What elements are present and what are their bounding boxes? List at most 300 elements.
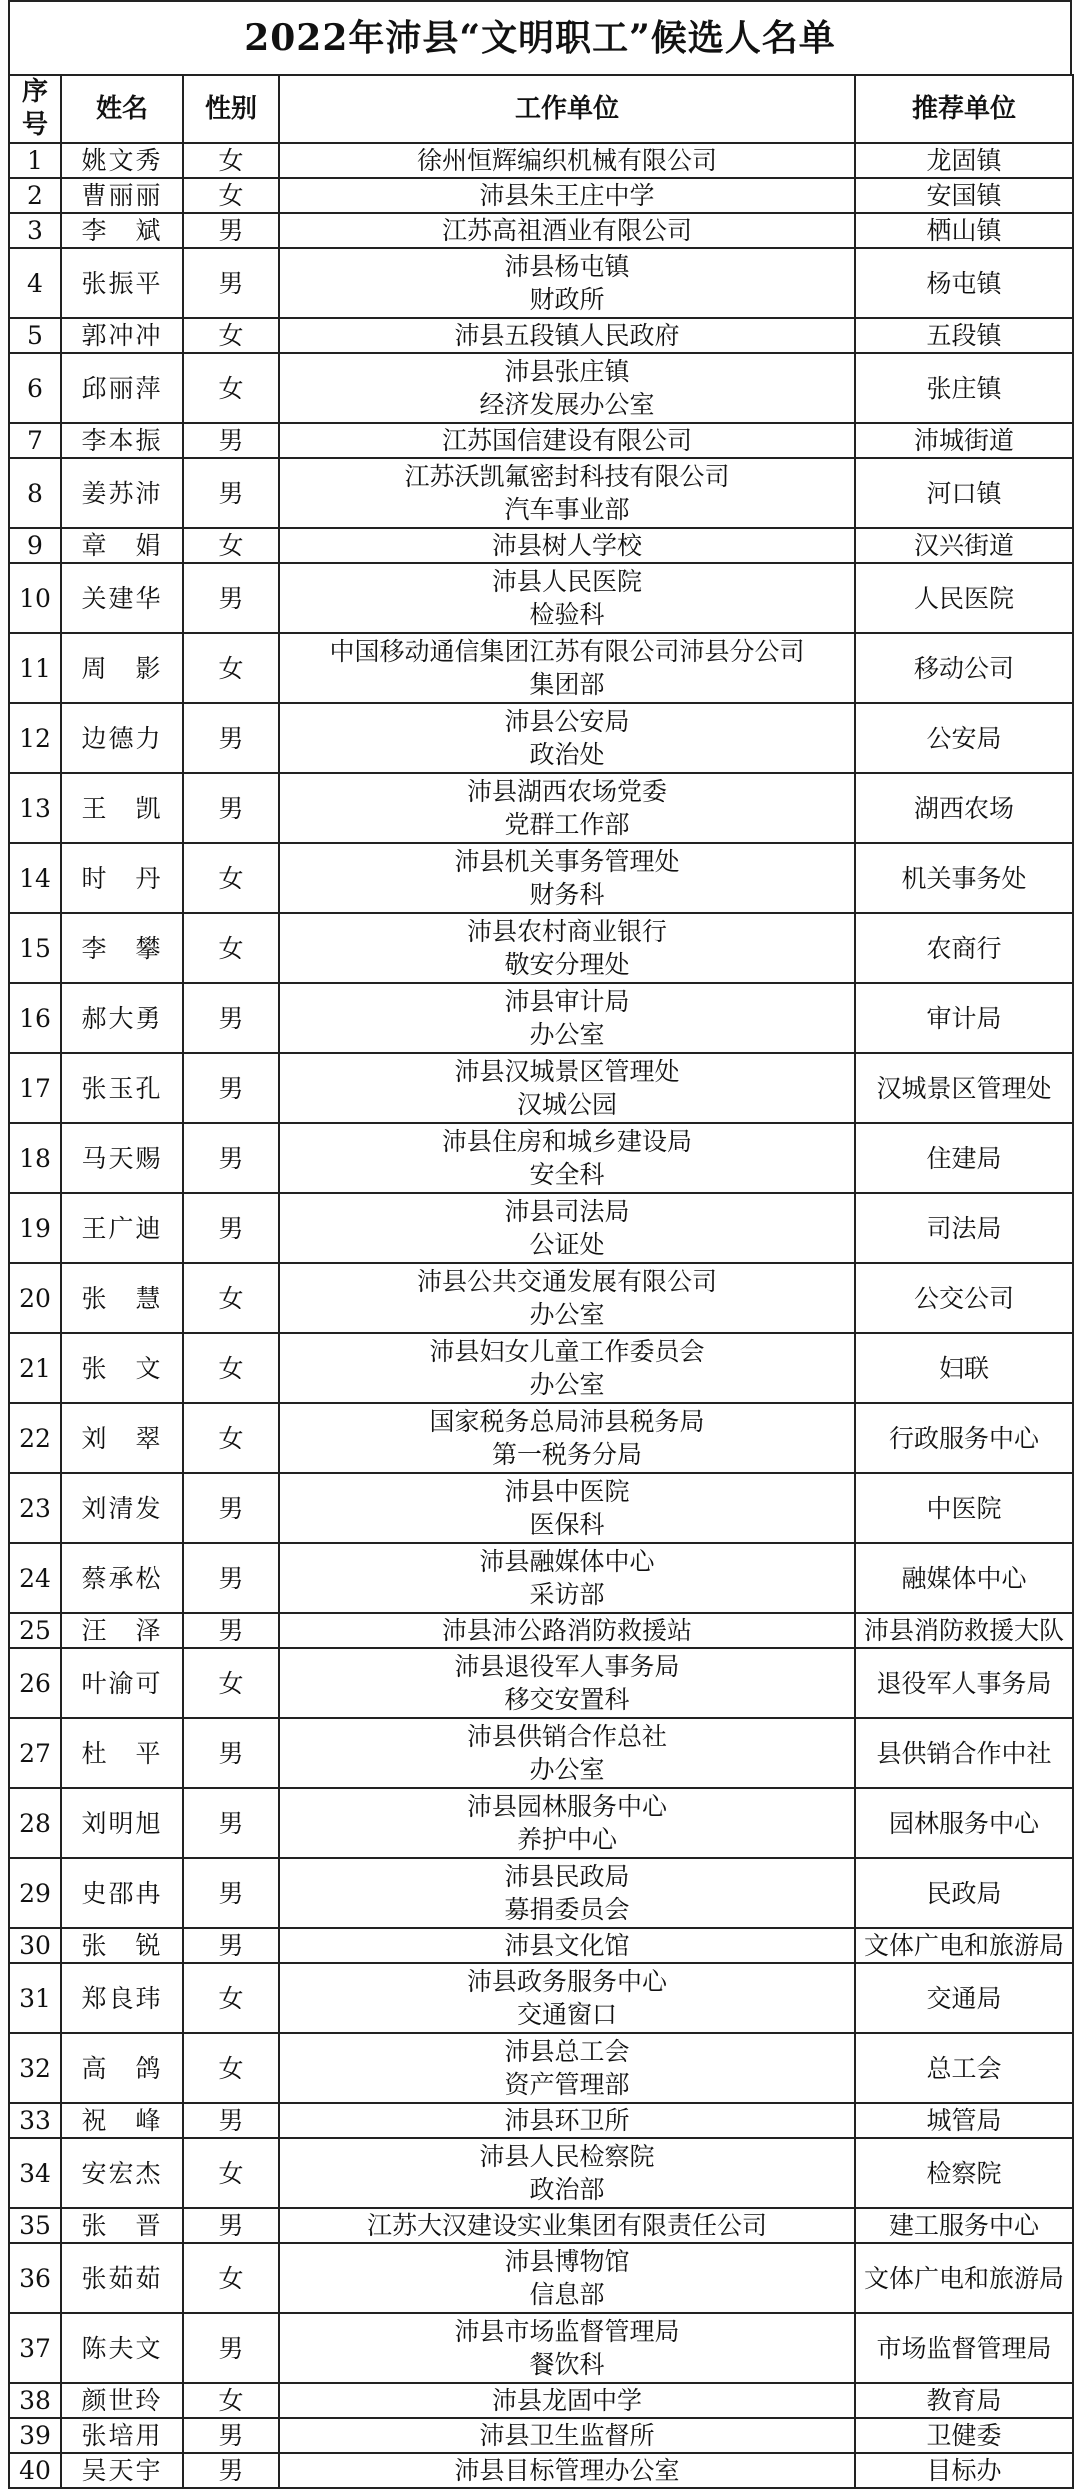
work-unit-line: 安全科 <box>529 1160 605 1189</box>
recommending-unit: 机关事务处 <box>855 843 1073 913</box>
recommending-unit: 市场监督管理局 <box>855 2313 1073 2383</box>
work-unit-line: 沛县机关事务管理处 <box>454 847 680 876</box>
candidate-name: 李 斌 <box>61 213 183 248</box>
candidate-gender: 男 <box>183 1543 279 1613</box>
work-unit-line: 移交安置科 <box>504 1685 630 1714</box>
work-unit-line: 沛县园林服务中心 <box>466 1792 667 1821</box>
work-unit-line: 沛县农村商业银行 <box>466 917 667 946</box>
work-unit <box>279 1928 855 1963</box>
table-row <box>9 1123 1073 1193</box>
table-row <box>9 1053 1073 1123</box>
candidate-name: 高 鸽 <box>61 2033 183 2103</box>
header-work-unit: 工作单位 <box>279 75 855 143</box>
work-unit-line: 交通窗口 <box>516 2000 617 2029</box>
candidate-gender: 男 <box>183 1123 279 1193</box>
work-unit-line: 养护中心 <box>516 1825 617 1854</box>
recommending-unit: 民政局 <box>855 1858 1073 1928</box>
table-row <box>9 843 1073 913</box>
table-row <box>9 1648 1073 1718</box>
table-row <box>9 458 1073 528</box>
table-row <box>9 1473 1073 1543</box>
work-unit <box>279 143 855 178</box>
work-unit-line: 办公室 <box>529 1300 605 1329</box>
row-number: 6 <box>9 353 61 423</box>
work-unit <box>279 1123 855 1193</box>
recommending-unit: 文体广电和旅游局 <box>855 1928 1073 1963</box>
recommending-unit: 公安局 <box>855 703 1073 773</box>
work-unit-line: 沛县融媒体中心 <box>479 1547 655 1576</box>
candidate-name: 颜世玲 <box>61 2383 183 2418</box>
table-row <box>9 1858 1073 1928</box>
work-unit <box>279 1613 855 1648</box>
row-number: 9 <box>9 528 61 563</box>
candidate-gender: 女 <box>183 1403 279 1473</box>
work-unit-line: 沛县人民医院 <box>491 567 642 596</box>
work-unit <box>279 1193 855 1263</box>
work-unit-line: 沛县住房和城乡建设局 <box>441 1127 692 1156</box>
recommending-unit: 卫健委 <box>855 2418 1073 2453</box>
work-unit-line: 沛县审计局 <box>504 987 630 1016</box>
candidate-gender: 男 <box>183 248 279 318</box>
table-row <box>9 1963 1073 2033</box>
candidate-name: 张 晋 <box>61 2208 183 2243</box>
work-unit-line: 党群工作部 <box>504 810 630 839</box>
work-unit <box>279 178 855 213</box>
row-number: 26 <box>9 1648 61 1718</box>
work-unit-line: 中国移动通信集团江苏有限公司沛县分公司 <box>329 637 805 666</box>
candidate-name: 边德力 <box>61 703 183 773</box>
recommending-unit: 湖西农场 <box>855 773 1073 843</box>
table-row <box>9 1543 1073 1613</box>
work-unit-line: 沛县目标管理办公室 <box>454 2456 680 2485</box>
table-body <box>9 143 1073 2488</box>
recommending-unit: 农商行 <box>855 913 1073 983</box>
table-row <box>9 563 1073 633</box>
table-row <box>9 2418 1073 2453</box>
work-unit-line: 政治处 <box>529 740 605 769</box>
table-row <box>9 213 1073 248</box>
work-unit-line: 办公室 <box>529 1755 605 1784</box>
work-unit <box>279 2383 855 2418</box>
recommending-unit: 移动公司 <box>855 633 1073 703</box>
candidate-table <box>8 74 1074 2489</box>
candidate-name: 章 娟 <box>61 528 183 563</box>
work-unit-line: 沛县卫生监督所 <box>479 2421 655 2450</box>
candidate-gender: 男 <box>183 1718 279 1788</box>
header-recommending-unit: 推荐单位 <box>855 75 1073 143</box>
work-unit-line: 沛县环卫所 <box>504 2106 630 2135</box>
candidate-gender: 男 <box>183 213 279 248</box>
work-unit <box>279 1333 855 1403</box>
work-unit-line: 沛县中医院 <box>504 1477 630 1506</box>
candidate-gender: 男 <box>183 2103 279 2138</box>
row-number: 15 <box>9 913 61 983</box>
work-unit-line: 沛县退役军人事务局 <box>454 1652 680 1681</box>
work-unit-line: 办公室 <box>529 1370 605 1399</box>
candidate-gender: 女 <box>183 2033 279 2103</box>
recommending-unit: 栖山镇 <box>855 213 1073 248</box>
work-unit <box>279 458 855 528</box>
recommending-unit: 中医院 <box>855 1473 1073 1543</box>
candidate-gender: 男 <box>183 1788 279 1858</box>
candidate-gender: 女 <box>183 1333 279 1403</box>
work-unit-line: 沛县公安局 <box>504 707 630 736</box>
work-unit-line: 财政所 <box>529 285 605 314</box>
row-number: 37 <box>9 2313 61 2383</box>
candidate-name: 时 丹 <box>61 843 183 913</box>
candidate-gender: 男 <box>183 1928 279 1963</box>
table-row <box>9 1613 1073 1648</box>
table-row <box>9 1403 1073 1473</box>
candidate-gender: 男 <box>183 2453 279 2488</box>
candidate-name: 史邵冉 <box>61 1858 183 1928</box>
work-unit <box>279 1473 855 1543</box>
candidate-name: 姜苏沛 <box>61 458 183 528</box>
header-gender: 性别 <box>183 75 279 143</box>
row-number: 1 <box>9 143 61 178</box>
table-row <box>9 633 1073 703</box>
row-number: 23 <box>9 1473 61 1543</box>
candidate-name: 曹丽丽 <box>61 178 183 213</box>
work-unit <box>279 2138 855 2208</box>
candidate-name: 郑良玮 <box>61 1963 183 2033</box>
row-number: 14 <box>9 843 61 913</box>
work-unit <box>279 1648 855 1718</box>
candidate-name: 蔡承松 <box>61 1543 183 1613</box>
table-row <box>9 423 1073 458</box>
row-number: 32 <box>9 2033 61 2103</box>
candidate-name: 张培用 <box>61 2418 183 2453</box>
candidate-name: 吴天宇 <box>61 2453 183 2488</box>
work-unit-line: 沛县总工会 <box>504 2037 630 2066</box>
work-unit-line: 医保科 <box>529 1510 605 1539</box>
work-unit <box>279 2243 855 2313</box>
candidate-gender: 男 <box>183 2313 279 2383</box>
candidate-name: 张 锐 <box>61 1928 183 1963</box>
row-number: 12 <box>9 703 61 773</box>
table-row <box>9 2383 1073 2418</box>
table-row <box>9 318 1073 353</box>
work-unit <box>279 528 855 563</box>
candidate-name: 陈夫文 <box>61 2313 183 2383</box>
candidate-name: 姚文秀 <box>61 143 183 178</box>
work-unit-line: 沛县政务服务中心 <box>466 1967 667 1996</box>
recommending-unit: 县供销合作中社 <box>855 1718 1073 1788</box>
work-unit <box>279 2453 855 2488</box>
work-unit-line: 资产管理部 <box>504 2070 630 2099</box>
work-unit-line: 经济发展办公室 <box>479 390 655 419</box>
row-number: 17 <box>9 1053 61 1123</box>
work-unit-line: 汉城公园 <box>516 1090 617 1119</box>
document-title: 2022年沛县“文明职工”候选人名单 <box>8 0 1072 74</box>
work-unit-line: 财务科 <box>529 880 605 909</box>
row-number: 31 <box>9 1963 61 2033</box>
work-unit-line: 沛县人民检察院 <box>479 2142 655 2171</box>
table-row <box>9 2103 1073 2138</box>
row-number: 38 <box>9 2383 61 2418</box>
recommending-unit: 杨屯镇 <box>855 248 1073 318</box>
recommending-unit: 五段镇 <box>855 318 1073 353</box>
work-unit <box>279 1963 855 2033</box>
row-number: 4 <box>9 248 61 318</box>
work-unit-line: 第一税务分局 <box>491 1440 642 1469</box>
work-unit-line: 沛县文化馆 <box>504 1931 630 1960</box>
work-unit <box>279 2418 855 2453</box>
table-row <box>9 1263 1073 1333</box>
candidate-name: 马天赐 <box>61 1123 183 1193</box>
recommending-unit: 目标办 <box>855 2453 1073 2488</box>
work-unit <box>279 1543 855 1613</box>
table-row <box>9 2243 1073 2313</box>
candidate-name: 王广迪 <box>61 1193 183 1263</box>
recommending-unit: 人民医院 <box>855 563 1073 633</box>
candidate-gender: 男 <box>183 773 279 843</box>
work-unit-line: 敬安分理处 <box>504 950 630 979</box>
work-unit-line: 江苏沃凯氟密封科技有限公司 <box>404 462 730 491</box>
candidate-name: 祝 峰 <box>61 2103 183 2138</box>
candidate-gender: 女 <box>183 843 279 913</box>
recommending-unit: 沛县消防救援大队 <box>855 1613 1073 1648</box>
table-row <box>9 913 1073 983</box>
candidate-list-document <box>8 0 1072 2485</box>
row-number: 34 <box>9 2138 61 2208</box>
candidate-gender: 男 <box>183 983 279 1053</box>
table-row <box>9 983 1073 1053</box>
recommending-unit: 检察院 <box>855 2138 1073 2208</box>
row-number: 10 <box>9 563 61 633</box>
candidate-gender: 男 <box>183 2208 279 2243</box>
table-row <box>9 1333 1073 1403</box>
row-number: 36 <box>9 2243 61 2313</box>
row-number: 28 <box>9 1788 61 1858</box>
candidate-name: 张玉孔 <box>61 1053 183 1123</box>
work-unit-line: 汽车事业部 <box>504 495 630 524</box>
recommending-unit: 沛城街道 <box>855 423 1073 458</box>
work-unit-line: 沛县民政局 <box>504 1862 630 1891</box>
candidate-name: 关建华 <box>61 563 183 633</box>
row-number: 33 <box>9 2103 61 2138</box>
recommending-unit: 司法局 <box>855 1193 1073 1263</box>
table-row <box>9 2138 1073 2208</box>
work-unit <box>279 773 855 843</box>
work-unit-line: 沛县湖西农场党委 <box>466 777 667 806</box>
work-unit <box>279 248 855 318</box>
recommending-unit: 妇联 <box>855 1333 1073 1403</box>
work-unit <box>279 633 855 703</box>
row-number: 27 <box>9 1718 61 1788</box>
row-number: 2 <box>9 178 61 213</box>
row-number: 22 <box>9 1403 61 1473</box>
row-number: 16 <box>9 983 61 1053</box>
recommending-unit: 公交公司 <box>855 1263 1073 1333</box>
work-unit-line: 沛县朱王庄中学 <box>479 181 655 210</box>
candidate-name: 张 慧 <box>61 1263 183 1333</box>
work-unit-line: 江苏高祖酒业有限公司 <box>441 216 692 245</box>
candidate-name: 叶渝可 <box>61 1648 183 1718</box>
row-number: 24 <box>9 1543 61 1613</box>
row-number: 7 <box>9 423 61 458</box>
work-unit <box>279 1788 855 1858</box>
candidate-name: 周 影 <box>61 633 183 703</box>
work-unit-line: 沛县龙固中学 <box>491 2386 642 2415</box>
table-row <box>9 2313 1073 2383</box>
candidate-name: 郝大勇 <box>61 983 183 1053</box>
recommending-unit: 教育局 <box>855 2383 1073 2418</box>
candidate-gender: 男 <box>183 703 279 773</box>
work-unit-line: 江苏国信建设有限公司 <box>441 426 692 455</box>
recommending-unit: 汉兴街道 <box>855 528 1073 563</box>
header-number: 序号 <box>9 75 61 143</box>
work-unit <box>279 1053 855 1123</box>
recommending-unit: 审计局 <box>855 983 1073 1053</box>
row-number: 18 <box>9 1123 61 1193</box>
candidate-gender: 女 <box>183 2243 279 2313</box>
candidate-gender: 男 <box>183 1053 279 1123</box>
table-row <box>9 2208 1073 2243</box>
work-unit <box>279 1858 855 1928</box>
table-row <box>9 143 1073 178</box>
work-unit-line: 沛县市场监督管理局 <box>454 2317 680 2346</box>
candidate-gender: 女 <box>183 143 279 178</box>
recommending-unit: 融媒体中心 <box>855 1543 1073 1613</box>
work-unit-line: 沛县妇女儿童工作委员会 <box>429 1337 705 1366</box>
table-row <box>9 248 1073 318</box>
work-unit-line: 集团部 <box>529 670 605 699</box>
candidate-name: 邱丽萍 <box>61 353 183 423</box>
candidate-name: 刘明旭 <box>61 1788 183 1858</box>
work-unit <box>279 318 855 353</box>
candidate-gender: 女 <box>183 1648 279 1718</box>
candidate-gender: 女 <box>183 528 279 563</box>
candidate-name: 王 凯 <box>61 773 183 843</box>
candidate-name: 李本振 <box>61 423 183 458</box>
recommending-unit: 交通局 <box>855 1963 1073 2033</box>
table-row <box>9 703 1073 773</box>
recommending-unit: 汉城景区管理处 <box>855 1053 1073 1123</box>
work-unit <box>279 563 855 633</box>
work-unit-line: 信息部 <box>529 2280 605 2309</box>
candidate-name: 张 文 <box>61 1333 183 1403</box>
table-row <box>9 1788 1073 1858</box>
work-unit-line: 沛县杨屯镇 <box>504 252 630 281</box>
recommending-unit: 龙固镇 <box>855 143 1073 178</box>
work-unit <box>279 913 855 983</box>
table-row <box>9 1928 1073 1963</box>
work-unit-line: 沛县树人学校 <box>491 531 642 560</box>
work-unit <box>279 983 855 1053</box>
candidate-name: 郭冲冲 <box>61 318 183 353</box>
table-row <box>9 773 1073 843</box>
recommending-unit: 河口镇 <box>855 458 1073 528</box>
table-row <box>9 528 1073 563</box>
work-unit <box>279 2313 855 2383</box>
candidate-gender: 男 <box>183 1473 279 1543</box>
candidate-gender: 男 <box>183 563 279 633</box>
candidate-gender: 女 <box>183 178 279 213</box>
row-number: 8 <box>9 458 61 528</box>
work-unit-line: 沛县博物馆 <box>504 2247 630 2276</box>
work-unit-line: 沛县司法局 <box>504 1197 630 1226</box>
work-unit-line: 沛县沛公路消防救援站 <box>441 1616 692 1645</box>
candidate-gender: 女 <box>183 1963 279 2033</box>
row-number: 5 <box>9 318 61 353</box>
table-row <box>9 2033 1073 2103</box>
header-name: 姓名 <box>61 75 183 143</box>
work-unit <box>279 703 855 773</box>
table-row <box>9 353 1073 423</box>
recommending-unit: 园林服务中心 <box>855 1788 1073 1858</box>
row-number: 25 <box>9 1613 61 1648</box>
row-number: 39 <box>9 2418 61 2453</box>
row-number: 11 <box>9 633 61 703</box>
work-unit <box>279 213 855 248</box>
candidate-name: 刘 翠 <box>61 1403 183 1473</box>
table-row <box>9 2453 1073 2488</box>
candidate-gender: 女 <box>183 353 279 423</box>
candidate-name: 张振平 <box>61 248 183 318</box>
candidate-gender: 女 <box>183 1263 279 1333</box>
row-number: 21 <box>9 1333 61 1403</box>
recommending-unit: 住建局 <box>855 1123 1073 1193</box>
work-unit-line: 办公室 <box>529 1020 605 1049</box>
candidate-gender: 女 <box>183 913 279 983</box>
candidate-name: 张茹茹 <box>61 2243 183 2313</box>
candidate-gender: 女 <box>183 633 279 703</box>
row-number: 3 <box>9 213 61 248</box>
recommending-unit: 退役军人事务局 <box>855 1648 1073 1718</box>
work-unit <box>279 1263 855 1333</box>
candidate-name: 杜 平 <box>61 1718 183 1788</box>
work-unit-line: 国家税务总局沛县税务局 <box>429 1407 705 1436</box>
row-number: 40 <box>9 2453 61 2488</box>
recommending-unit: 城管局 <box>855 2103 1073 2138</box>
work-unit <box>279 2103 855 2138</box>
work-unit-line: 餐饮科 <box>529 2350 605 2379</box>
work-unit-line: 募捐委员会 <box>504 1895 630 1924</box>
recommending-unit: 文体广电和旅游局 <box>855 2243 1073 2313</box>
work-unit-line: 沛县五段镇人民政府 <box>454 321 680 350</box>
work-unit <box>279 423 855 458</box>
work-unit <box>279 1718 855 1788</box>
row-number: 13 <box>9 773 61 843</box>
work-unit-line: 徐州恒辉编织机械有限公司 <box>416 146 717 175</box>
row-number: 19 <box>9 1193 61 1263</box>
candidate-name: 刘清发 <box>61 1473 183 1543</box>
recommending-unit: 张庄镇 <box>855 353 1073 423</box>
candidate-gender: 男 <box>183 458 279 528</box>
work-unit-line: 检验科 <box>529 600 605 629</box>
work-unit-line: 沛县汉城景区管理处 <box>454 1057 680 1086</box>
table-row <box>9 1193 1073 1263</box>
candidate-gender: 男 <box>183 423 279 458</box>
row-number: 30 <box>9 1928 61 1963</box>
candidate-gender: 男 <box>183 1193 279 1263</box>
work-unit-line: 政治部 <box>529 2175 605 2204</box>
candidate-gender: 男 <box>183 1858 279 1928</box>
work-unit <box>279 2033 855 2103</box>
candidate-name: 汪 泽 <box>61 1613 183 1648</box>
candidate-gender: 男 <box>183 1613 279 1648</box>
table-row <box>9 1718 1073 1788</box>
work-unit-line: 公证处 <box>529 1230 605 1259</box>
recommending-unit: 安国镇 <box>855 178 1073 213</box>
work-unit <box>279 353 855 423</box>
candidate-name: 安宏杰 <box>61 2138 183 2208</box>
table-row <box>9 178 1073 213</box>
work-unit <box>279 1403 855 1473</box>
work-unit-line: 采访部 <box>529 1580 605 1609</box>
work-unit-line: 江苏大汉建设实业集团有限责任公司 <box>366 2211 767 2240</box>
